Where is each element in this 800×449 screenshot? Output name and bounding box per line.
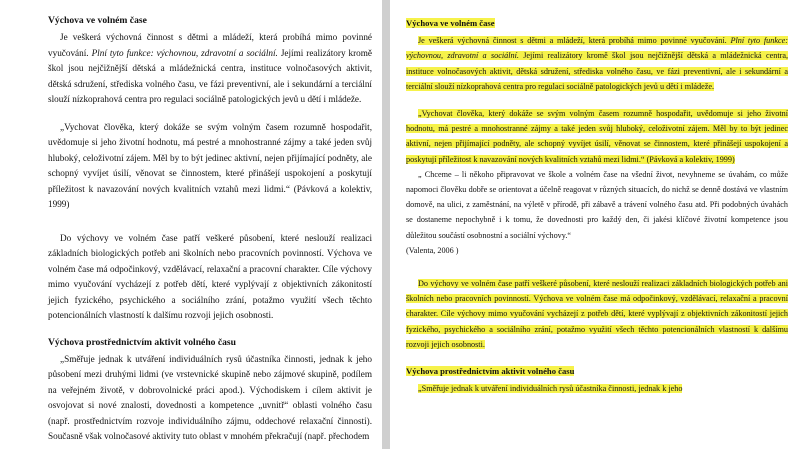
previous-page-fragment-text xyxy=(422,0,477,1)
activities-quote-highlight: „Směřuje jednak k utváření individuálních rysů účastníka činnosti, jednak k jeho xyxy=(418,384,683,394)
quote-pavkova-highlight: „Vychovat člověka, který dokáže se svým volným časem rozumně hospodařit, uvědomuje si jeho životní hodnotu, má pestré a mnohostranné zájmy a také jeden svůj hluboký, celoživotní zájem. Měl by to být jedinec aktivní, nejen přijímající podněty, ale schopný vyvíjet úsilí, věnovat se činnostem, které přinášejí uspokojení a poskytují příležitost k navazování nových kvalitních vztahů mezi lidmi.“ (Pávková a kolektiv, 1999) xyxy=(406,109,788,164)
quote-pavkova-citation: (Pávková a kolektiv, 1999) xyxy=(48,183,373,209)
paragraph-definition-highlighted xyxy=(406,33,788,94)
paragraph-leisure-scope: Do výchovy ve volném čase patří veškeré působení, které neslouží realizaci základních biologických potřeb ani školních nebo pracovních povinností. Výchova ve volném čase má odpočinkový, vzdělávací, relaxační a pracovní charakter. Cíle výchovy mimo vyučování vycházejí z potřeb dětí, které vyplývají z objektivních zákonitostí jejich fyzického, psychického a sociálního zrání, potažmo využití všech těchto potencionálních vlastností k dalšímu rozvoji jejich osobnosti. xyxy=(48,232,372,320)
definition-highlight xyxy=(406,36,788,91)
paragraph-activities-quote: „Směřuje jednak k utváření individuálních rysů účastníka činnosti, jednak k jeho působení mezi druhými lidmi (ve vrstevnické skupině nebo zájmové skupině, podílem na veřejném životě, v dobrovolnické práci apod.). Východiskem i cílem aktivit je osvojovat si nové znalosti, dovednosti a kompetence „uvnitř“ oblasti volného času (např. prostřednictvím rozvoje individuálního zájmu, oddechové relaxační činnosti). Současně však volnočasové aktivity tuto oblast v mnohém překračují (např. přechodem xyxy=(48,353,372,441)
quote-pavkova-highlighted xyxy=(406,106,788,167)
page-divider-scrollbar[interactable] xyxy=(382,0,390,449)
definition-text-right: Je veškerá výchovná činnost s dětmi a mládeží, která probíhá mimo povinné vyučování. xyxy=(418,36,727,46)
section-heading-leisure-activities-highlighted xyxy=(406,364,788,379)
right-document-page xyxy=(390,0,800,449)
heading-highlight: Výchova ve volném čase xyxy=(406,18,495,28)
paragraph-activities-quote-highlighted xyxy=(406,381,788,396)
realizers-text: Jejími realizátory kromě škol jsou nejčižnější dětská a mládežnická centra, instituce volnočasových aktivit, dětská sdružení, střediska volného času, ve fázi preventivní, ale i sekundární a terciální slouží nízkoprahová centra pro regulaci sociálně patologických jevů u dětí i mládeže. xyxy=(48,47,372,104)
paragraph-definition xyxy=(48,30,372,108)
section-heading-leisure-education: Výchova ve volném čase xyxy=(48,15,147,26)
left-document-page xyxy=(0,0,382,449)
paragraph-leisure-scope-highlighted xyxy=(406,276,788,352)
section-heading-leisure-activities: Výchova prostřednictvím aktivit volného času xyxy=(48,336,236,348)
quote-valenta-text: „ Chceme – li někoho připravovat ve škole a volném čase na všední život, nevyhneme se úvahám, co může napomoci člověku dobře se orientovat a účelně reagovat v různých situacích, do nichž se denně dostává ve vlastním domově, na ulici, z zaměstnání, na výletě v přírodě, při zábavě a trávení volného času atd. Při podobných úvahách se dostaneme nepochybně i k tomu, že dovednosti pro každý den, či jakési klíčové životní kompetence jsou důležitou součástí osobnostní a sociální výchovy.“ xyxy=(406,169,788,240)
leisure-scope-highlight: Do výchovy ve volném čase patří veškeré působení, které neslouží realizaci základních biologických potřeb ani školních nebo pracovních povinností. Výchova ve volném čase má odpočinkový, vzdělávací, relaxační a pracovní charakter. Cíle výchovy mimo vyučování vycházejí z potřeb dětí, které vyplývají z objektivních zákonitostí jejich fyzického, psychického a sociálního zrání, potažmo využití všech těchto potencionálních vlastností k dalšímu rozvoji jejich osobnosti. xyxy=(406,279,788,349)
quote-pavkova xyxy=(48,120,372,213)
realizers-text-right: Jejími realizátory kromě škol jsou nejčižnější dětská a mládežnická centra, instituce volnočasových aktivit, dětská sdružení, střediska volného času, ve fázi preventivní, ale i sekundární a terciální slouží nízkoprahová centra pro regulaci sociálně patologických jevů u dětí i mládeže. xyxy=(406,51,789,91)
functions-text-right: Plní tyto funkce: výchovnou, zdravotní a sociální. xyxy=(406,36,788,61)
definition-text: Je veškerá výchovná činnost s dětmi a mládeží, která probíhá mimo povinné vyučování. xyxy=(48,32,372,58)
section-heading-leisure-education-highlighted xyxy=(406,16,788,31)
functions-text: Plní tyto funkce: výchovnou, zdravotní a sociální. xyxy=(91,47,278,58)
quote-valenta xyxy=(406,167,788,243)
heading2-highlight: Výchova prostřednictvím aktivit volného času xyxy=(406,366,575,377)
quote-pavkova-text: „Vychovat člověka, který dokáže se svým volným časem rozumně hospodařit, uvědomuje si jeho životní hodnotu, má pestré a mnohostranné zájmy a také jeden svůj hluboký, celoživotní zájem. Měl by to být jedinec aktivní, nejen přijímající podněty, ale schopný vyvíjet úsilí, věnovat se činnostem, které přinášejí uspokojení a poskytují příležitost k navazování nových kvalitních vztahů mezi lidmi.“ xyxy=(48,121,372,194)
previous-page-fragment xyxy=(406,0,788,16)
quote-valenta-citation: (Valenta, 2006 ) xyxy=(406,245,459,255)
